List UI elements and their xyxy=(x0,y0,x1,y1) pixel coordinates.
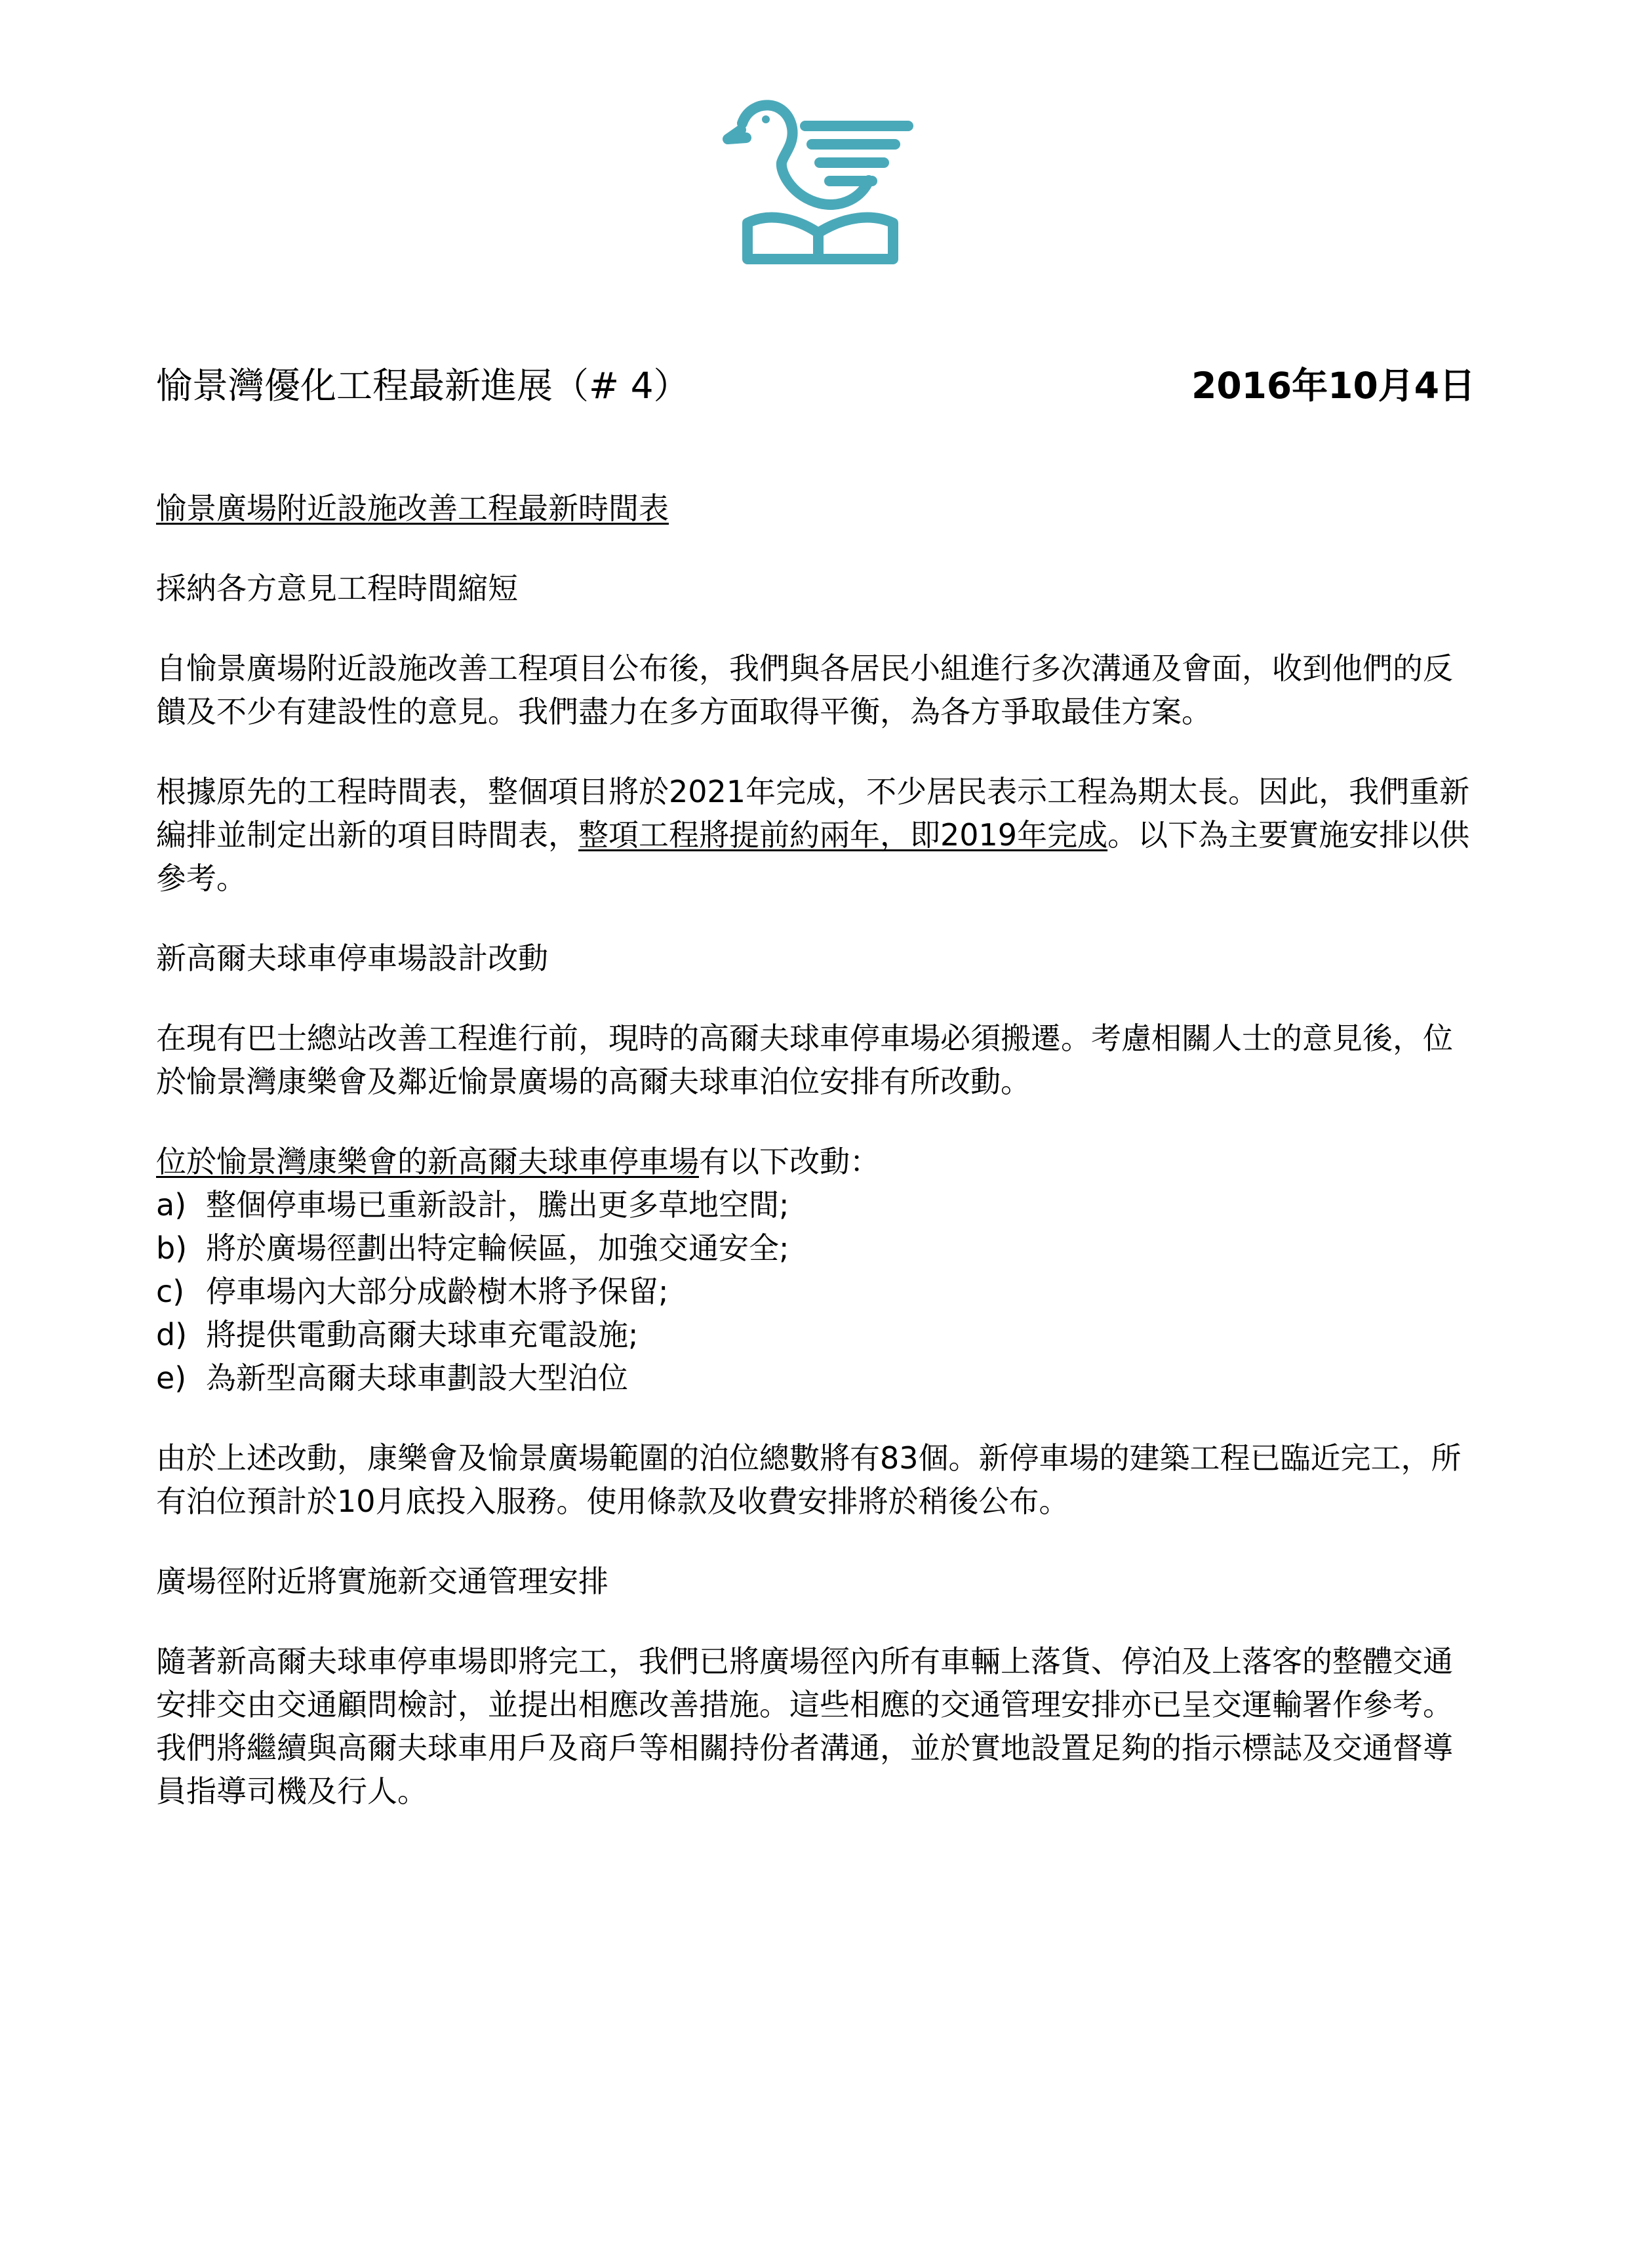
timeline-text-before: 根據原先的工程時間表，整個項目將於2021年完成，不少居民表示工程為期太長。因此，我們重新編排並制定出新的項目時間表， xyxy=(156,774,1470,853)
document-date: 2016年10月4日 xyxy=(1191,365,1475,407)
paragraph-parking-total: 由於上述改動，康樂會及愉景廣場範圍的泊位總數將有83個。新停車場的建築工程已臨近完工，所有泊位預計於10月底投入服務。使用條款及收費安排將於稍後公布。 xyxy=(156,1440,1462,1519)
list-item-text: 將於廣場徑劃出特定輪候區，加強交通安全; xyxy=(206,1230,789,1266)
list-item xyxy=(156,1183,1475,1226)
list-marker: c) xyxy=(156,1274,185,1309)
list-intro-highlight: 位於愉景灣康樂會的新高爾夫球車停車場 xyxy=(156,1144,699,1179)
list-item xyxy=(156,1226,1475,1270)
document-title: 愉景灣優化工程最新進展（# 4） xyxy=(156,365,690,407)
paragraph-traffic: 隨著新高爾夫球車停車場即將完工，我們已將廣場徑內所有車輛上落貨、停泊及上落客的整體交通安排交由交通顧問檢討，並提出相應改善措施。這些相應的交通管理安排亦已呈交運輸署作參考。我們將繼續與高爾夫球車用戶及商戶等相關持份者溝通，並於實地設置足夠的指示標誌及交通督導員指導司機及行人。 xyxy=(156,1644,1453,1809)
title-row xyxy=(156,359,1475,412)
list-item-text: 將提供電動高爾夫球車充電設施; xyxy=(206,1317,639,1352)
list-item xyxy=(156,1356,1475,1400)
document-body xyxy=(156,487,1475,1813)
changes-list xyxy=(156,1183,1475,1400)
list-item xyxy=(156,1313,1475,1356)
list-intro xyxy=(156,1140,1475,1183)
list-intro-text: 有以下改動： xyxy=(699,1144,880,1179)
timeline-text-after: 。以下為主要實施安排以供參考。 xyxy=(156,817,1470,896)
list-item-text: 整個停車場已重新設計，騰出更多草地空間; xyxy=(206,1187,789,1223)
list-marker: e) xyxy=(156,1360,187,1396)
bird-book-logo-icon xyxy=(721,92,918,269)
list-marker: b) xyxy=(156,1230,188,1266)
subheading-schedule: 採納各方意見工程時間縮短 xyxy=(156,571,518,606)
paragraph-timeline xyxy=(156,770,1475,900)
list-item xyxy=(156,1270,1475,1313)
paragraph-feedback: 自愉景廣場附近設施改善工程項目公布後，我們與各居民小組進行多次溝通及會面，收到他們的反饋及不少有建設性的意見。我們盡力在多方面取得平衡，為各方爭取最佳方案。 xyxy=(156,651,1453,729)
section-title: 愉景廣場附近設施改善工程最新時間表 xyxy=(156,491,669,526)
paragraph-relocation: 在現有巴士總站改善工程進行前，現時的高爾夫球車停車場必須搬遷。考慮相關人士的意見後，位於愉景灣康樂會及鄰近愉景廣場的高爾夫球車泊位安排有所改動。 xyxy=(156,1021,1453,1099)
list-marker: a) xyxy=(156,1187,187,1223)
subheading-traffic: 廣場徑附近將實施新交通管理安排 xyxy=(156,1564,608,1599)
list-item-text: 停車場內大部分成齡樹木將予保留; xyxy=(206,1274,669,1309)
list-marker: d) xyxy=(156,1317,188,1352)
subheading-carpark: 新高爾夫球車停車場設計改動 xyxy=(156,941,548,976)
timeline-highlight: 整項工程將提前約兩年，即2019年完成 xyxy=(578,817,1108,853)
list-item-text: 為新型高爾夫球車劃設大型泊位 xyxy=(206,1360,628,1396)
